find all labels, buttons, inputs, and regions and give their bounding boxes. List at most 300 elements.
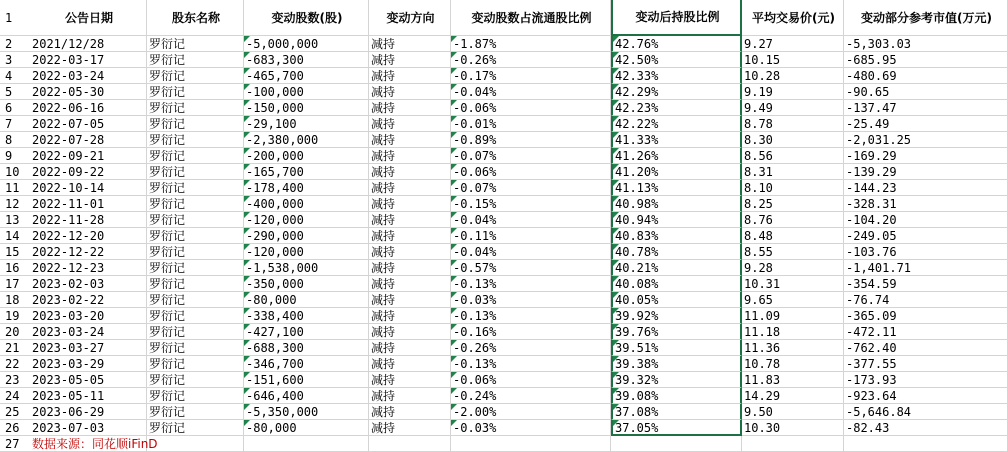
row-number[interactable]: 8 bbox=[0, 132, 30, 148]
table-cell[interactable] bbox=[147, 52, 244, 68]
table-cell[interactable] bbox=[844, 420, 1008, 436]
table-cell[interactable] bbox=[611, 180, 742, 196]
table-cell[interactable] bbox=[742, 116, 844, 132]
row-number[interactable]: 23 bbox=[0, 372, 30, 388]
table-cell[interactable] bbox=[147, 356, 244, 372]
table-cell[interactable] bbox=[369, 276, 451, 292]
table-cell[interactable] bbox=[844, 372, 1008, 388]
table-cell[interactable] bbox=[244, 164, 369, 180]
table-cell[interactable] bbox=[844, 324, 1008, 340]
table-cell[interactable] bbox=[742, 356, 844, 372]
table-cell[interactable] bbox=[742, 212, 844, 228]
table-cell[interactable] bbox=[369, 196, 451, 212]
cell-value: -0.07% bbox=[453, 149, 497, 163]
table-cell[interactable] bbox=[611, 116, 742, 132]
cell-value: 2022-12-20 bbox=[32, 229, 105, 243]
error-indicator-icon bbox=[613, 308, 619, 314]
error-indicator-icon bbox=[244, 292, 250, 298]
cell-value: -5,000,000 bbox=[246, 37, 319, 51]
cell-value: 2023-05-11 bbox=[32, 389, 105, 403]
table-cell[interactable] bbox=[844, 260, 1008, 276]
row-number[interactable]: 19 bbox=[0, 308, 30, 324]
table-cell[interactable] bbox=[369, 420, 451, 436]
error-indicator-icon bbox=[613, 324, 619, 330]
table-cell[interactable] bbox=[611, 100, 742, 116]
table-cell[interactable] bbox=[244, 132, 369, 148]
table-cell[interactable] bbox=[147, 260, 244, 276]
cell-value: -5,646.84 bbox=[846, 405, 912, 419]
column-header-5[interactable]: 变动股数占流通股比例 bbox=[451, 0, 611, 36]
cell-value: 40.94% bbox=[615, 213, 659, 227]
table-cell[interactable] bbox=[742, 324, 844, 340]
table-cell[interactable] bbox=[844, 132, 1008, 148]
table-cell[interactable] bbox=[611, 404, 742, 420]
cell-value: -923.64 bbox=[846, 389, 897, 403]
error-indicator-icon bbox=[244, 372, 250, 378]
row-number[interactable]: 5 bbox=[0, 84, 30, 100]
table-cell[interactable] bbox=[30, 68, 147, 84]
table-cell[interactable] bbox=[844, 388, 1008, 404]
table-cell[interactable] bbox=[369, 292, 451, 308]
table-cell[interactable] bbox=[30, 100, 147, 116]
table-cell[interactable] bbox=[742, 420, 844, 436]
table-cell[interactable] bbox=[742, 180, 844, 196]
table-cell[interactable] bbox=[147, 324, 244, 340]
table-cell[interactable] bbox=[611, 228, 742, 244]
table-cell[interactable] bbox=[369, 244, 451, 260]
table-cell[interactable] bbox=[147, 84, 244, 100]
table-cell[interactable] bbox=[451, 404, 611, 420]
table-cell[interactable] bbox=[844, 404, 1008, 420]
table-cell[interactable] bbox=[244, 36, 369, 52]
row-number[interactable]: 9 bbox=[0, 148, 30, 164]
cell-value: 2023-02-22 bbox=[32, 293, 105, 307]
table-cell[interactable] bbox=[611, 356, 742, 372]
table-cell[interactable] bbox=[369, 308, 451, 324]
table-cell[interactable] bbox=[147, 276, 244, 292]
table-cell[interactable] bbox=[369, 404, 451, 420]
table-cell[interactable] bbox=[451, 340, 611, 356]
table-cell[interactable] bbox=[611, 372, 742, 388]
table-cell[interactable] bbox=[369, 164, 451, 180]
error-indicator-icon bbox=[244, 164, 250, 170]
error-indicator-icon bbox=[451, 196, 457, 202]
error-indicator-icon bbox=[613, 372, 619, 378]
table-cell[interactable] bbox=[244, 324, 369, 340]
table-cell[interactable] bbox=[30, 212, 147, 228]
table-cell[interactable] bbox=[147, 100, 244, 116]
table-cell[interactable] bbox=[244, 308, 369, 324]
table-cell[interactable] bbox=[369, 260, 451, 276]
table-cell[interactable] bbox=[611, 148, 742, 164]
table-cell[interactable] bbox=[742, 164, 844, 180]
table-cell[interactable] bbox=[369, 356, 451, 372]
table-cell[interactable] bbox=[369, 52, 451, 68]
table-cell[interactable] bbox=[611, 292, 742, 308]
table-cell[interactable] bbox=[451, 116, 611, 132]
table-cell[interactable] bbox=[30, 148, 147, 164]
cell-value: 2021/12/28 bbox=[32, 37, 105, 51]
column-header-4[interactable]: 变动方向 bbox=[369, 0, 451, 36]
table-cell[interactable] bbox=[244, 52, 369, 68]
table-cell[interactable] bbox=[844, 68, 1008, 84]
table-cell[interactable] bbox=[147, 244, 244, 260]
table-cell[interactable] bbox=[30, 276, 147, 292]
table-cell[interactable] bbox=[30, 36, 147, 52]
table-cell[interactable] bbox=[451, 308, 611, 324]
table-cell[interactable] bbox=[451, 212, 611, 228]
table-cell[interactable] bbox=[451, 372, 611, 388]
cell-value: 9.28 bbox=[744, 261, 773, 275]
error-indicator-icon bbox=[451, 84, 457, 90]
cell-value: -427,100 bbox=[246, 325, 304, 339]
row-number[interactable]: 17 bbox=[0, 276, 30, 292]
table-cell[interactable] bbox=[30, 292, 147, 308]
table-cell[interactable] bbox=[611, 388, 742, 404]
cell-value: 8.25 bbox=[744, 197, 773, 211]
table-cell[interactable] bbox=[451, 132, 611, 148]
table-cell[interactable] bbox=[742, 132, 844, 148]
table-cell[interactable] bbox=[369, 100, 451, 116]
table-cell[interactable] bbox=[451, 100, 611, 116]
table-cell[interactable] bbox=[369, 68, 451, 84]
cell-value: -465,700 bbox=[246, 69, 304, 83]
table-cell[interactable] bbox=[244, 292, 369, 308]
table-cell[interactable] bbox=[451, 292, 611, 308]
table-cell[interactable] bbox=[451, 420, 611, 436]
table-cell[interactable] bbox=[30, 308, 147, 324]
table-cell[interactable] bbox=[147, 308, 244, 324]
table-cell[interactable] bbox=[844, 308, 1008, 324]
table-cell[interactable] bbox=[244, 404, 369, 420]
table-cell[interactable] bbox=[611, 324, 742, 340]
table-cell[interactable] bbox=[451, 244, 611, 260]
cell-value: 37.05% bbox=[615, 421, 659, 435]
cell-value: -5,303.03 bbox=[846, 37, 912, 51]
row-number[interactable]: 22 bbox=[0, 356, 30, 372]
table-cell[interactable] bbox=[844, 340, 1008, 356]
row-number[interactable]: 11 bbox=[0, 180, 30, 196]
table-cell[interactable] bbox=[30, 180, 147, 196]
table-cell[interactable] bbox=[244, 244, 369, 260]
row-number[interactable]: 15 bbox=[0, 244, 30, 260]
table-cell[interactable] bbox=[742, 276, 844, 292]
table-cell[interactable] bbox=[844, 116, 1008, 132]
table-cell[interactable] bbox=[611, 308, 742, 324]
cell-value: -76.74 bbox=[846, 293, 890, 307]
row-number[interactable]: 16 bbox=[0, 260, 30, 276]
error-indicator-icon bbox=[613, 340, 619, 346]
table-cell[interactable] bbox=[369, 228, 451, 244]
cell-value: 罗衍记 bbox=[149, 133, 186, 147]
cell-value: -290,000 bbox=[246, 229, 304, 243]
table-cell[interactable] bbox=[451, 196, 611, 212]
table-cell[interactable] bbox=[742, 84, 844, 100]
table-cell[interactable] bbox=[611, 212, 742, 228]
table-cell[interactable] bbox=[742, 404, 844, 420]
table-cell[interactable] bbox=[369, 84, 451, 100]
table-cell[interactable] bbox=[30, 116, 147, 132]
column-header-2[interactable]: 股东名称 bbox=[147, 0, 244, 36]
table-cell[interactable] bbox=[742, 244, 844, 260]
table-cell[interactable] bbox=[611, 164, 742, 180]
table-cell[interactable] bbox=[244, 340, 369, 356]
row-number[interactable]: 13 bbox=[0, 212, 30, 228]
table-cell[interactable] bbox=[369, 148, 451, 164]
table-cell[interactable] bbox=[147, 116, 244, 132]
table-cell[interactable] bbox=[451, 52, 611, 68]
cell-value: 罗衍记 bbox=[149, 277, 186, 291]
cell-value: 10.30 bbox=[744, 421, 781, 435]
table-cell[interactable] bbox=[244, 260, 369, 276]
cell-value: 8.78 bbox=[744, 117, 773, 131]
table-cell[interactable] bbox=[611, 340, 742, 356]
cell-value: -2,031.25 bbox=[846, 133, 912, 147]
table-cell[interactable] bbox=[147, 404, 244, 420]
table-cell[interactable] bbox=[451, 276, 611, 292]
table-cell[interactable] bbox=[30, 132, 147, 148]
table-cell[interactable] bbox=[30, 260, 147, 276]
table-cell[interactable] bbox=[844, 212, 1008, 228]
table-cell[interactable] bbox=[244, 228, 369, 244]
table-cell[interactable] bbox=[844, 100, 1008, 116]
cell-value: -1,401.71 bbox=[846, 261, 912, 275]
cell-value: 2022-12-23 bbox=[32, 261, 105, 275]
table-cell[interactable] bbox=[742, 52, 844, 68]
table-cell[interactable] bbox=[844, 292, 1008, 308]
table-cell[interactable] bbox=[147, 212, 244, 228]
table-cell[interactable] bbox=[742, 340, 844, 356]
row-number[interactable]: 10 bbox=[0, 164, 30, 180]
table-cell[interactable] bbox=[30, 324, 147, 340]
table-cell[interactable] bbox=[369, 388, 451, 404]
cell-value: 40.05% bbox=[615, 293, 659, 307]
table-cell[interactable] bbox=[844, 276, 1008, 292]
table-cell[interactable] bbox=[844, 196, 1008, 212]
table-cell[interactable] bbox=[611, 36, 742, 52]
row-number[interactable]: 21 bbox=[0, 340, 30, 356]
table-cell[interactable] bbox=[451, 356, 611, 372]
row-number[interactable]: 24 bbox=[0, 388, 30, 404]
cell-value: 41.20% bbox=[615, 165, 659, 179]
table-cell[interactable] bbox=[30, 228, 147, 244]
table-cell[interactable] bbox=[244, 68, 369, 84]
row-number[interactable]: 7 bbox=[0, 116, 30, 132]
table-cell[interactable] bbox=[30, 164, 147, 180]
table-cell[interactable] bbox=[244, 212, 369, 228]
error-indicator-icon bbox=[451, 260, 457, 266]
table-cell[interactable] bbox=[30, 372, 147, 388]
table-cell[interactable] bbox=[244, 388, 369, 404]
cell-value: 2022-05-30 bbox=[32, 85, 105, 99]
cell-value: -0.06% bbox=[453, 101, 497, 115]
table-cell[interactable] bbox=[244, 196, 369, 212]
table-cell[interactable] bbox=[451, 36, 611, 52]
table-cell[interactable] bbox=[369, 212, 451, 228]
table-cell[interactable] bbox=[147, 164, 244, 180]
table-cell[interactable] bbox=[244, 148, 369, 164]
row-number[interactable]: 4 bbox=[0, 68, 30, 84]
column-header-1[interactable]: 公告日期 bbox=[30, 0, 147, 36]
cell-value: -25.49 bbox=[846, 117, 890, 131]
row-number[interactable]: 20 bbox=[0, 324, 30, 340]
error-indicator-icon bbox=[451, 404, 457, 410]
table-cell[interactable] bbox=[611, 84, 742, 100]
table-cell[interactable] bbox=[30, 244, 147, 260]
error-indicator-icon bbox=[613, 244, 619, 250]
cell-value: 41.33% bbox=[615, 133, 659, 147]
table-cell[interactable] bbox=[147, 148, 244, 164]
table-cell[interactable] bbox=[147, 196, 244, 212]
table-cell[interactable] bbox=[844, 164, 1008, 180]
table-cell[interactable] bbox=[30, 196, 147, 212]
table-cell[interactable] bbox=[147, 180, 244, 196]
row-number[interactable]: 6 bbox=[0, 100, 30, 116]
error-indicator-icon bbox=[451, 420, 457, 426]
cell-value: 9.65 bbox=[744, 293, 773, 307]
column-header-6[interactable]: 变动后持股比例 bbox=[611, 0, 742, 36]
table-cell[interactable] bbox=[451, 148, 611, 164]
row-number[interactable]: 27 bbox=[0, 436, 30, 452]
row-number[interactable]: 2 bbox=[0, 36, 30, 52]
row-number[interactable]: 25 bbox=[0, 404, 30, 420]
cell-value: 2022-12-22 bbox=[32, 245, 105, 259]
cell-value: 37.08% bbox=[615, 405, 659, 419]
table-cell[interactable] bbox=[611, 260, 742, 276]
table-cell[interactable] bbox=[147, 36, 244, 52]
cell-value: -354.59 bbox=[846, 277, 897, 291]
table-cell[interactable] bbox=[451, 180, 611, 196]
cell-value: -346,700 bbox=[246, 357, 304, 371]
cell-value: 减持 bbox=[371, 341, 396, 355]
column-header-7[interactable]: 平均交易价(元) bbox=[742, 0, 844, 36]
table-cell[interactable] bbox=[844, 180, 1008, 196]
table-cell[interactable] bbox=[244, 356, 369, 372]
cell-value: 2022-03-17 bbox=[32, 53, 105, 67]
table-cell[interactable] bbox=[30, 356, 147, 372]
table-cell[interactable] bbox=[611, 244, 742, 260]
cell-value: 2022-03-24 bbox=[32, 69, 105, 83]
table-cell[interactable] bbox=[742, 228, 844, 244]
cell-value: 罗衍记 bbox=[149, 341, 186, 355]
table-cell[interactable] bbox=[244, 100, 369, 116]
cell-value: 8.76 bbox=[744, 213, 773, 227]
table-cell[interactable] bbox=[844, 36, 1008, 52]
table-cell[interactable] bbox=[844, 244, 1008, 260]
table-cell[interactable] bbox=[742, 308, 844, 324]
cell-value: 2022-07-05 bbox=[32, 117, 105, 131]
table-cell[interactable] bbox=[844, 356, 1008, 372]
table-cell[interactable] bbox=[147, 372, 244, 388]
error-indicator-icon bbox=[613, 148, 619, 154]
row-number[interactable]: 14 bbox=[0, 228, 30, 244]
table-cell[interactable] bbox=[369, 116, 451, 132]
error-indicator-icon bbox=[613, 228, 619, 234]
table-cell[interactable] bbox=[244, 116, 369, 132]
table-cell[interactable] bbox=[611, 132, 742, 148]
table-cell[interactable] bbox=[844, 52, 1008, 68]
table-cell[interactable] bbox=[244, 420, 369, 436]
table-cell[interactable] bbox=[451, 260, 611, 276]
error-indicator-icon bbox=[244, 404, 250, 410]
table-cell[interactable] bbox=[244, 180, 369, 196]
table-cell[interactable] bbox=[742, 148, 844, 164]
cell-value: 减持 bbox=[371, 181, 396, 195]
table-cell[interactable] bbox=[30, 84, 147, 100]
table-cell[interactable] bbox=[369, 132, 451, 148]
row-number[interactable]: 12 bbox=[0, 196, 30, 212]
column-header-3[interactable]: 变动股数(股) bbox=[244, 0, 369, 36]
table-cell[interactable] bbox=[451, 68, 611, 84]
table-cell[interactable] bbox=[244, 84, 369, 100]
table-cell[interactable] bbox=[369, 180, 451, 196]
cell-value: 减持 bbox=[371, 149, 396, 163]
table-cell[interactable] bbox=[30, 388, 147, 404]
table-cell[interactable] bbox=[742, 372, 844, 388]
cell-value: -0.17% bbox=[453, 69, 497, 83]
table-cell[interactable] bbox=[369, 372, 451, 388]
table-cell[interactable] bbox=[369, 36, 451, 52]
table-cell[interactable] bbox=[451, 164, 611, 180]
table-cell[interactable] bbox=[147, 292, 244, 308]
table-cell[interactable] bbox=[30, 52, 147, 68]
table-cell[interactable] bbox=[611, 68, 742, 84]
table-cell[interactable] bbox=[451, 388, 611, 404]
table-cell[interactable] bbox=[147, 420, 244, 436]
table-cell[interactable] bbox=[742, 196, 844, 212]
cell-value: -0.06% bbox=[453, 165, 497, 179]
table-cell[interactable] bbox=[147, 68, 244, 84]
table-cell[interactable] bbox=[451, 228, 611, 244]
column-header-8[interactable]: 变动部分参考市值(万元) bbox=[844, 0, 1008, 36]
table-cell[interactable] bbox=[742, 260, 844, 276]
table-cell[interactable] bbox=[611, 196, 742, 212]
table-cell[interactable] bbox=[451, 324, 611, 340]
table-cell[interactable] bbox=[147, 388, 244, 404]
table-cell[interactable] bbox=[147, 132, 244, 148]
cell-value: 10.28 bbox=[744, 69, 781, 83]
table-cell[interactable] bbox=[30, 420, 147, 436]
table-cell[interactable] bbox=[611, 52, 742, 68]
row-number[interactable]: 3 bbox=[0, 52, 30, 68]
table-cell[interactable] bbox=[30, 340, 147, 356]
table-cell[interactable] bbox=[844, 148, 1008, 164]
table-cell[interactable] bbox=[244, 276, 369, 292]
table-cell[interactable] bbox=[147, 228, 244, 244]
cell-value: 39.76% bbox=[615, 325, 659, 339]
table-cell[interactable] bbox=[844, 228, 1008, 244]
row-number[interactable]: 26 bbox=[0, 420, 30, 436]
table-cell[interactable] bbox=[844, 84, 1008, 100]
row-number[interactable]: 18 bbox=[0, 292, 30, 308]
table-cell[interactable] bbox=[244, 372, 369, 388]
cell-value: 2022-11-01 bbox=[32, 197, 105, 211]
table-cell[interactable] bbox=[611, 420, 742, 436]
table-cell[interactable] bbox=[611, 276, 742, 292]
table-cell[interactable] bbox=[742, 388, 844, 404]
table-cell[interactable] bbox=[742, 68, 844, 84]
table-cell[interactable] bbox=[742, 36, 844, 52]
table-cell[interactable] bbox=[742, 100, 844, 116]
cell-value: 罗衍记 bbox=[149, 213, 186, 227]
table-cell[interactable] bbox=[369, 324, 451, 340]
table-cell[interactable] bbox=[451, 84, 611, 100]
table-cell[interactable] bbox=[30, 404, 147, 420]
table-cell[interactable] bbox=[147, 340, 244, 356]
table-cell[interactable] bbox=[369, 340, 451, 356]
row-header-1[interactable]: 1 bbox=[0, 0, 30, 36]
table-cell[interactable] bbox=[742, 292, 844, 308]
